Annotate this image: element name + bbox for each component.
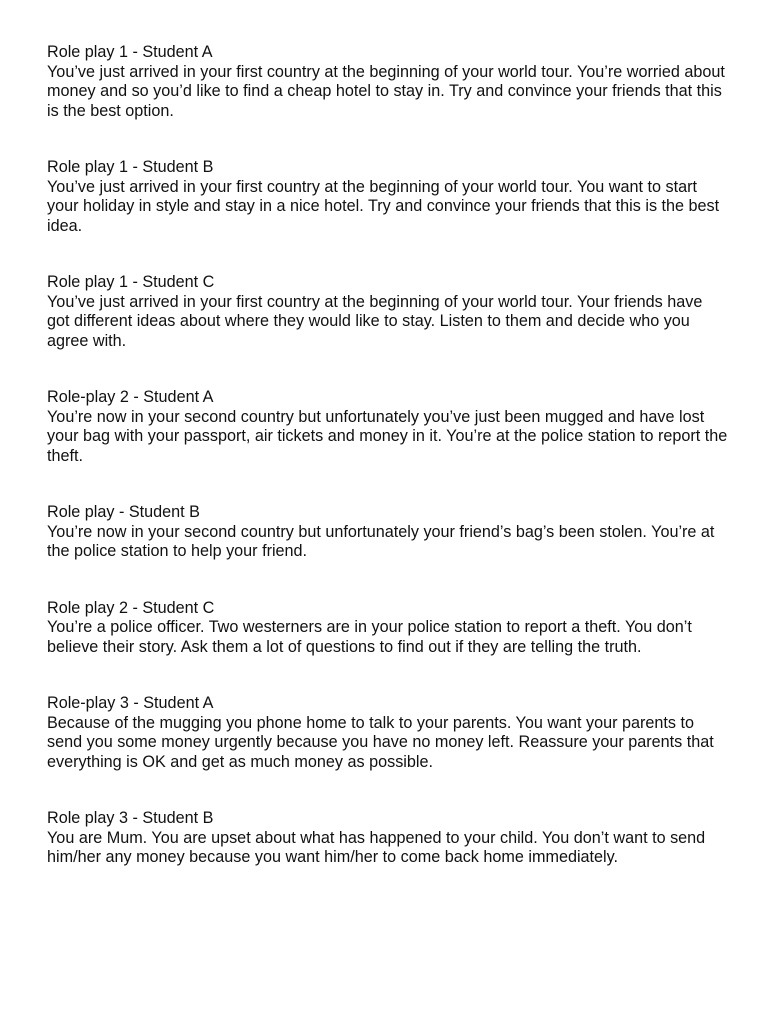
- role-card-title: Role play 1 - Student B: [47, 158, 214, 176]
- role-card-description: You’re a police officer. Two westerners are in your police station to report a theft. You don’t believe their story. Ask them a lot of questions to find out if they are telling the truth.: [47, 618, 692, 656]
- role-card-description: You’ve just arrived in your first country at the beginning of your world tour. You want to start your holiday in style and stay in a nice hotel. Try and convince your friends that this is the best idea.: [47, 177, 720, 235]
- role-card-title: Role play 3 - Student B: [47, 809, 214, 827]
- role-card-description: You’re now in your second country but unfortunately you’ve just been mugged and have lost your bag with your passport, air tickets and money in it. You’re at the police station to report the theft.: [47, 407, 728, 465]
- role-card-title: Role-play 2 - Student A: [47, 388, 214, 406]
- role-card-1-student-c: [47, 273, 728, 351]
- role-card-title: Role play - Student B: [47, 503, 200, 521]
- role-card-2-student-a: [47, 388, 728, 466]
- role-card-description: You are Mum. You are upset about what has happened to your child. You don’t want to send him/her any money because you want him/her to come back home immediately.: [47, 828, 706, 866]
- role-card-description: You’ve just arrived in your first country at the beginning of your world tour. Your friends have got different ideas about where they would like to stay. Listen to them and decide who you agree with.: [47, 292, 703, 350]
- role-card-title: Role play 1 - Student A: [47, 43, 213, 61]
- role-card-description: You’ve just arrived in your first country at the beginning of your world tour. You’re worried about money and so you’d like to find a cheap hotel to stay in. Try and convince your friends that this is the best option.: [47, 62, 725, 120]
- role-card-2-student-b: [47, 503, 728, 562]
- role-card-description: Because of the mugging you phone home to talk to your parents. You want your parents to send you some money urgently because you have no money left. Reassure your parents that everything is OK and get as much money as possible.: [47, 713, 714, 771]
- role-card-2-student-c: [47, 599, 728, 658]
- role-card-3-student-b: [47, 809, 728, 868]
- role-card-1-student-b: [47, 158, 728, 236]
- role-card-title: Role play 2 - Student C: [47, 598, 215, 617]
- role-card-1-student-a: [47, 43, 728, 121]
- role-card-title: Role-play 3 - Student A: [47, 694, 214, 712]
- role-card-3-student-a: [47, 694, 728, 772]
- role-card-description: You’re now in your second country but unfortunately your friend’s bag’s been stolen. You’re at the police station to help your friend.: [47, 522, 715, 560]
- role-card-title: Role play 1 - Student C: [47, 273, 215, 291]
